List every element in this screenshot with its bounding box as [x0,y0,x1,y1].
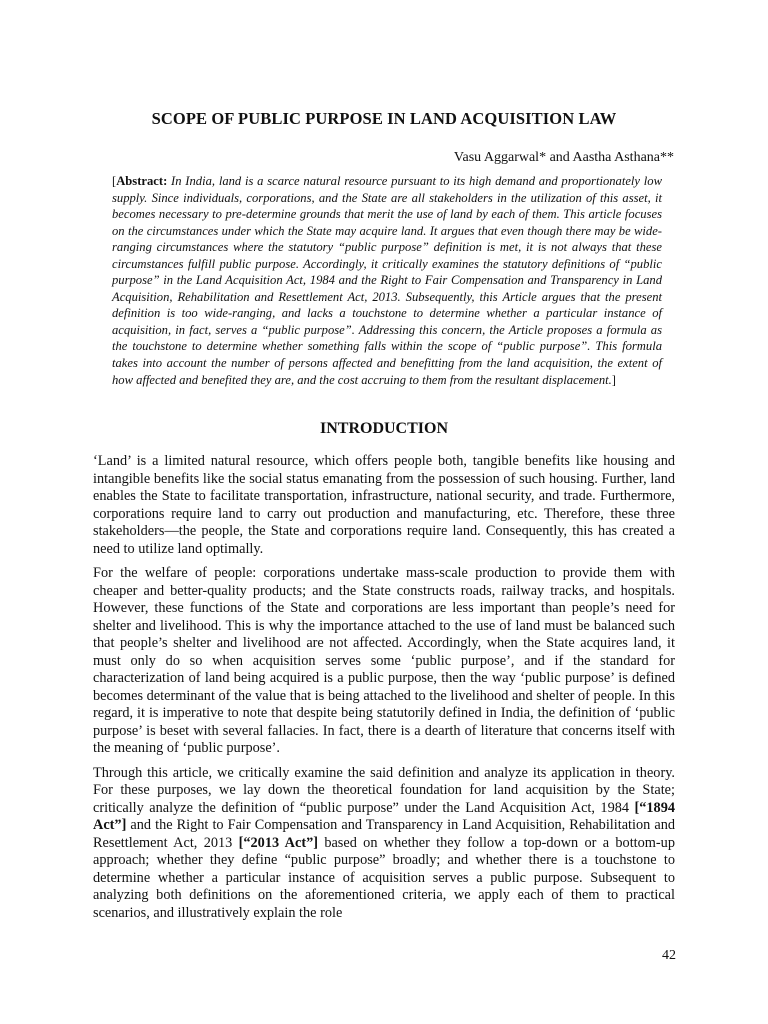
abstract-label: Abstract: [116,174,168,188]
paragraph-3-part-e: based on whether they follow a top-down or a bottom-up approach; whether they define “public purpose” broadly; and whether there is a touchstone to determine whether a particular instance of acquisition serves a public purpose. Subsequent to analyzing both definitions on the aforementioned criteria, we apply each of them to practical scenarios, and illustratively explain the role [93,834,675,921]
act-2013-abbrev: [“2013 Act”] [238,834,318,851]
paragraph-3-part-c: and the Right to Fair Compensation and Transparency in Land Acquisition, Rehabilitation and Resettlement Act, 2013 [93,817,675,851]
paper-title: SCOPE OF PUBLIC PURPOSE IN LAND ACQUISITION LAW [151,109,617,128]
section-heading: INTRODUCTION [319,420,448,437]
abstract-text: In India, land is a scarce natural resource pursuant to its high demand and proportionately low supply. Since individuals, corporations, and the State are all stakeholders in the utilization of this asset, it becomes necessary to pre-determine grounds that merit the use of land by each of them. This article focuses on the circumstances under which the State may acquire land. It argues that even though there may be wide-ranging circumstances where the statutory “public purpose” definition is met, it is not always that these circumstances fulfill public purpose. Accordingly, it critically examines the statutory definitions of “public purpose” in the Land Acquisition Act, 1984 and the Right to Fair Compensation and Transparency in Land Acquisition, Rehabilitation and Resettlement Act, 2013. Subsequently, this Article argues that the present definition is too wide-ranging, and lacks a touchstone to determine whether a particular instance of acquisition, in fact, serves a “public purpose”. Addressing this concern, the Article proposes a formula as the touchstone to determine whether something falls within the scope of “public purpose”. This formula takes into account the number of persons affected and benefitting from the land acquisition, the extent of how affected and benefited they are, and the cost accruing to them from the resultant displacement. [112,174,662,387]
abstract-close-bracket: ] [611,372,616,387]
act-1894-abbrev: [“1894 Act”] [93,799,675,833]
paragraph-3-part-a: Through this article, we critically examine the said definition and analyze its application in theory. For these purposes, we lay down the theoretical foundation for land acquisition by the State; critically analyze the definition of “public purpose” under the Land Acquisition Act, 1984 [93,764,675,816]
abstract-block [112,173,662,388]
page-number: 42 [662,948,676,963]
paragraph-3 [93,765,675,923]
paragraph-1: ‘Land’ is a limited natural resource, which offers people both, tangible benefits like housing and intangible benefits like the social status emanating from the possession of such housing. Further, land enables the State to facilitate transportation, infrastructure, national security, and trade. Furthermore, corporations require land to carry out production and manufacturing, etc. Therefore, these three stakeholders—the people, the State and corporations require land. Consequently, this has created a need to utilize land optimally. [93,453,675,557]
paragraph-2: For the welfare of people: corporations undertake mass-scale production to provide them with cheaper and better-quality products; and the State constructs roads, railway tracks, and hospitals. However, these functions of the State and corporations are less important than people’s need for shelter and livelihood. This is why the importance attached to the use of land must be balanced such that people’s shelter and livelihood are not affected. Accordingly, when the State acquires land, it must only do so when acquisition serves some ‘public purpose’, and if the standard for characterization of land being acquired is a public purpose, then the way ‘public purpose’ is defined becomes determinant of the value that is being attached to the livelihood and shelter of people. In this regard, it is imperative to note that despite being statutorily defined in India, the definition of ‘public purpose’ is beset with several fallacies. In fact, there is a dearth of literature that concerns itself with the meaning of ‘public purpose’. [93,565,675,756]
abstract-open-bracket: [ [112,174,117,188]
author-line: Vasu Aggarwal* and Aastha Asthana** [453,150,674,165]
body-text [93,453,675,929]
